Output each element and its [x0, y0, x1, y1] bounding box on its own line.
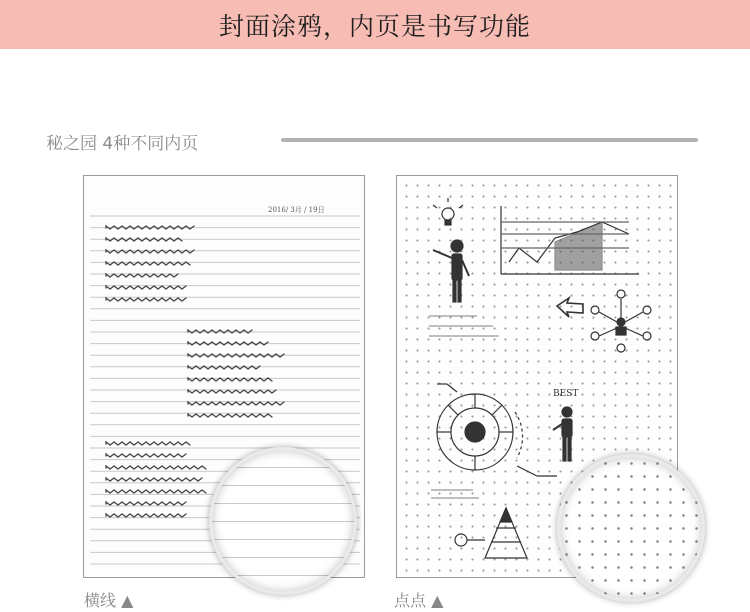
handwritten-date: 2016/ 3月 / 19日 — [268, 206, 325, 214]
handwriting-line — [106, 454, 186, 457]
person-figure-icon — [433, 240, 469, 302]
note-lines-lower — [431, 490, 479, 498]
pyramid-icon — [455, 508, 527, 558]
network-people-icon — [591, 290, 651, 352]
lined-magnifier — [212, 450, 354, 592]
handwriting-line — [106, 298, 186, 301]
handwriting-line — [188, 402, 284, 405]
best-badge: BEST — [553, 389, 579, 399]
arrow-left-icon — [557, 298, 583, 317]
handwriting-line — [106, 466, 206, 469]
handwriting-line — [106, 478, 202, 481]
dotted-magnifier — [560, 457, 702, 599]
lightbulb-icon — [433, 198, 463, 225]
section-label: 秘之园 4种不同内页 — [46, 134, 199, 154]
chart-doodle-icon — [501, 206, 639, 274]
handwriting-line — [188, 414, 272, 417]
handwriting-line — [106, 502, 186, 505]
note-lines — [429, 316, 499, 336]
donut-diagram-icon — [437, 384, 557, 476]
top-banner — [0, 0, 750, 49]
handwriting-line — [106, 490, 206, 493]
handwriting-line — [106, 286, 186, 289]
section-divider — [281, 138, 698, 142]
handwriting-line — [106, 514, 186, 517]
handwriting-line — [106, 442, 190, 445]
presenter-figure-icon — [553, 407, 572, 461]
banner-title: 封面涂鸦，内页是书写功能 — [218, 11, 531, 41]
caption-lined: 横线 ▲ — [84, 591, 134, 610]
caption-dotted: 点点 ▲ — [394, 591, 444, 610]
